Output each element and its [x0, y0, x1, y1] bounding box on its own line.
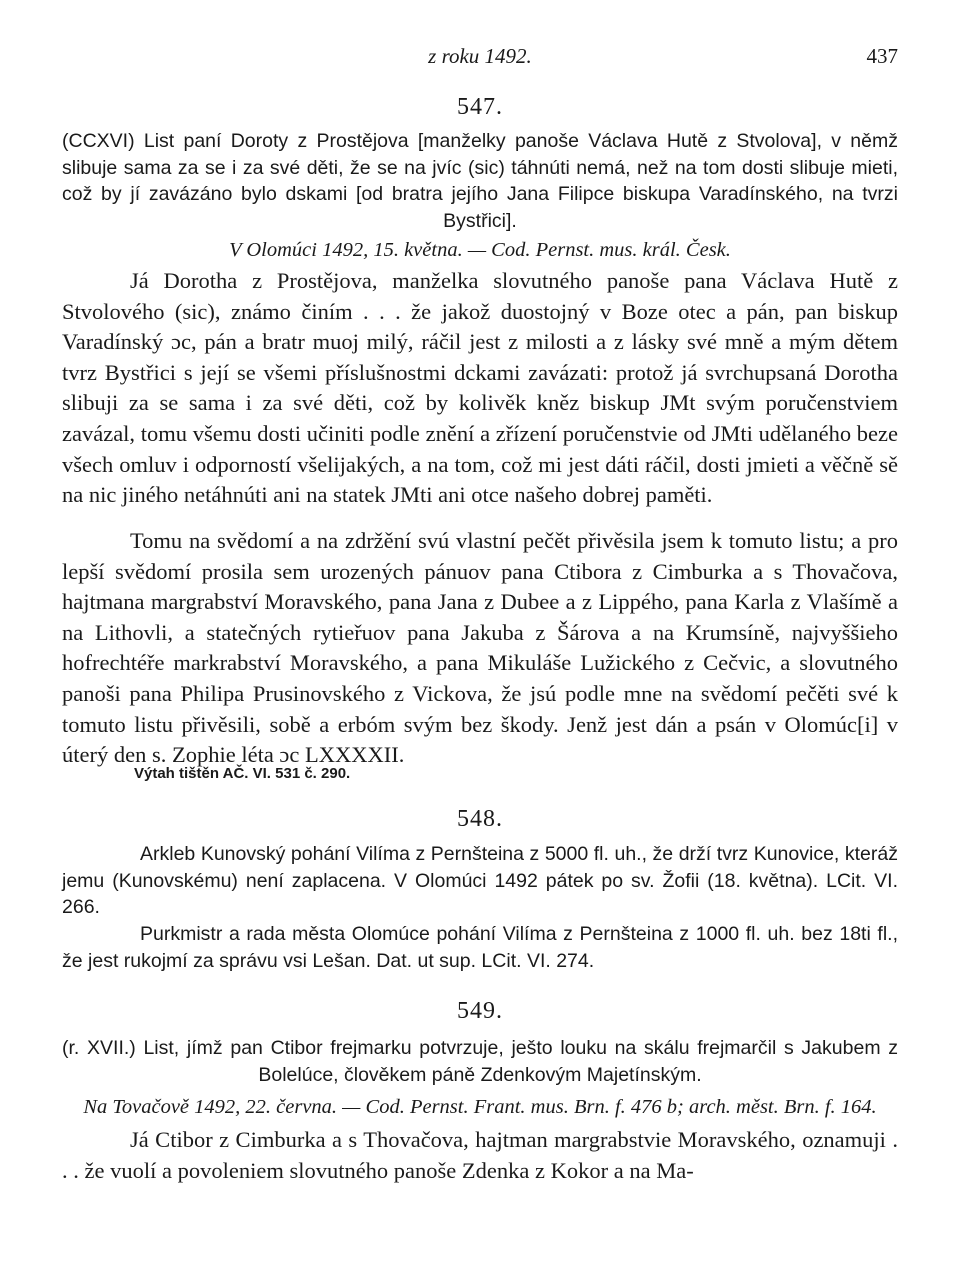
regest-547: (CCXVI) List paní Doroty z Prostějova [manželky panoše Václava Hutě z Stvolova], v němž slibuje sama za se i za své děti, že se na jvíc (sic) táhnúti nemá, než na tom dosti slibuje mieti, což by jí zavázáno bylo dskami [od bratra jejího Jana Filipce biskupa Varadínského, na tvrzi Bystřici]. — [62, 130, 898, 232]
document-number-549: 549. — [457, 998, 503, 1024]
paragraph-548-1: Arkleb Kunovský pohání Vilíma z Pernšteina z 5000 fl. uh., že drží tvrz Kunovice, kteráž jemu (Kunovskému) není zaplacena. V Olomúci 1492 pátek po sv. Žofii (18. května). LCit. VI. 266. — [62, 843, 898, 919]
regest-549: (r. XVII.) List, jímž pan Ctibor frejmarku potvrzuje, ješto louku na skálu frejmarčil s Jakubem z Bolelúce, člověkem páně Zdenkovým Majetínským. — [62, 1037, 898, 1086]
paragraph-547-1: Já Dorotha z Prostějova, manželka slovutného panoše pana Václava Hutě z Stvolového (sic), známo činím . . . že jakož duostojný v Boze otec a pán, pan biskup Varadínský ɔc, pán a bratr muoj milý, ráčil jest z milosti a z lásky své mně a mým dětem tvrz Bystřici s její se všemi příslušnostmi dckami zavázati: protož já svrchupsaná Dorotha slibuji za se sama i za své děti, což by kolivěk kněz biskup JMt svým poručenstviem zavázal, tomu všemu dosti učiniti podle znění a zřízení poručenstvie od JMti udělaného beze všech omluv i odporností všelijakých, a na tom, což mi jest dáti ráčil, dosti jmieti a věčně sě na nic jiného netáhnúti ani na statek JMti ani otce našeho dobrej paměti. — [62, 268, 898, 508]
source-line-547: V Olomúci 1492, 15. května. — Cod. Pernst. mus. král. Česk. — [229, 239, 731, 261]
running-title: z roku 1492. — [428, 44, 532, 68]
source-line-549: Na Tovačově 1492, 22. června. — Cod. Pernst. Frant. mus. Brn. f. 476 b; arch. měst. Brn. f. 164. — [83, 1096, 877, 1118]
document-number-547: 547. — [457, 94, 503, 120]
page-header — [62, 44, 898, 74]
paragraph-547-2: Tomu na svědomí a na zdržění svú vlastní pečět přivěsila jsem k tomuto listu; a pro lepší svědomí prosila sem urozených pánuov pana Ctibora z Cimburka a s Thovačova, hajtmana margrabství Moravského, pana Jana z Dubee a z Lippého, pana Karla z Vlašímě a na Lithovli, a statečných rytieřuov pana Jakuba z Šárova a na Krumsíně, najvyššieho hofrechtéře markrabství Moravského, a pana Mikuláše Lužického z Cečvic, a slovutného panoši pana Philipa Prusinovského z Vickova, že jsú podle mne na svědomí pečěti své k tomuto listu přivěsili, sobě a erbóm svým bez škody. Jenž jest dán a psán v Olomúc[i] v úterý den s. Zophie léta ɔc LXXXXII. — [62, 528, 898, 768]
page-number: 437 — [866, 44, 898, 68]
edition-note-547: Výtah tištěn AČ. VI. 531 č. 290. — [134, 765, 351, 782]
document-number-548: 548. — [457, 806, 503, 832]
paragraph-549-1: Já Ctibor z Cimburka a s Thovačova, hajtman margrabstvie Moravského, oznamuji . . . že vuolí a povoleniem slovutného panoše Zdenka z Kokor a na Ma- — [62, 1127, 898, 1183]
paragraph-548-2: Purkmistr a rada města Olomúce pohání Vilíma z Pernšteina z 1000 fl. uh. bez 18ti fl., že jest rukojmí za správu vsi Lešan. Dat. ut sup. LCit. VI. 274. — [62, 923, 898, 972]
